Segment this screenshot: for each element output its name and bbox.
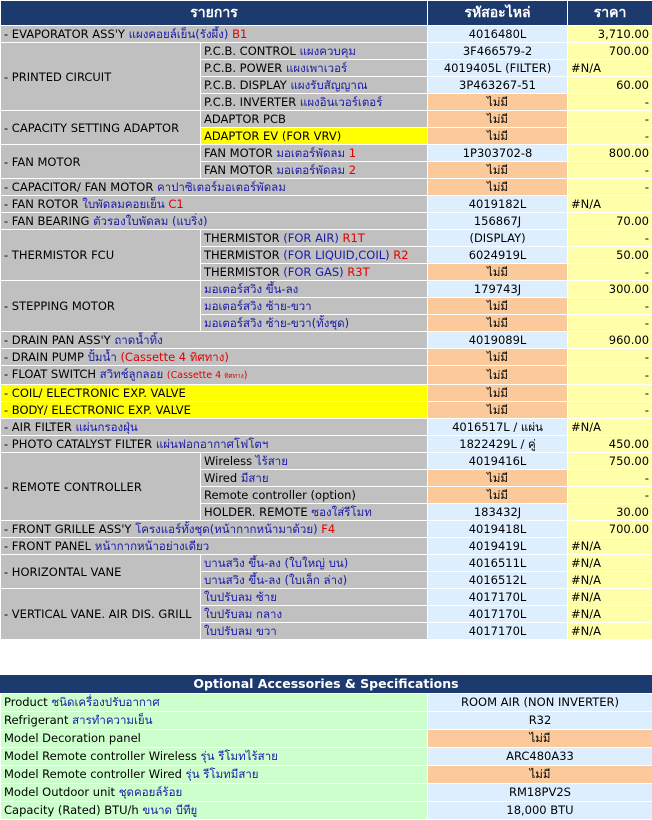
spec-decoration-label[interactable]: Model Decoration panel xyxy=(1,730,428,748)
row-fanmotor-label[interactable]: - FAN MOTOR xyxy=(1,145,201,179)
capacity-adaptor-ev-code[interactable]: ไม่มี xyxy=(428,128,568,145)
thermistor-air-label[interactable]: THERMISTOR (FOR AIR) R1T xyxy=(201,230,428,247)
spec-decoration-value[interactable]: ไม่มี xyxy=(428,730,652,748)
vvane-center-code[interactable]: 4017170L xyxy=(428,606,568,623)
stepping-leftright-set-code[interactable]: ไม่มี xyxy=(428,315,568,332)
stepping-leftright-code[interactable]: ไม่มี xyxy=(428,298,568,315)
spec-refrigerant-label[interactable]: Refrigerant สารทำความเย็น xyxy=(1,712,428,730)
header-price[interactable]: ราคา xyxy=(568,1,652,26)
spec-product-value[interactable]: ROOM AIR (NON INVERTER) xyxy=(428,694,652,712)
row-frontpanel-code[interactable]: 4019419L xyxy=(428,538,568,555)
row-fanrotor-label[interactable]: - FAN ROTOR ใบพัดลมคอยเย็น C1 xyxy=(1,196,428,213)
thermistor-gas-code[interactable]: ไม่มี xyxy=(428,264,568,281)
spec-remote-wired-value[interactable]: ไม่มี xyxy=(428,766,652,784)
row-drainpump-price[interactable]: - xyxy=(568,349,652,366)
pcb-display-code[interactable]: 3P463267-51 xyxy=(428,77,568,94)
row-airfilter-code[interactable]: 4016517L / แผ่น xyxy=(428,419,568,436)
fanmotor-2-label[interactable]: FAN MOTOR มอเตอร์พัดลม 2 xyxy=(201,162,428,179)
hvane-upper-code[interactable]: 4016511L xyxy=(428,555,568,572)
vvane-left-code[interactable]: 4017170L xyxy=(428,589,568,606)
table-row xyxy=(1,196,652,213)
pcb-inverter-code[interactable]: ไม่มี xyxy=(428,94,568,111)
spec-row xyxy=(1,712,652,730)
pcb-control-label[interactable]: P.C.B. CONTROL แผงควบคุม xyxy=(201,43,428,60)
table-row xyxy=(1,26,652,43)
hvane-lower-code[interactable]: 4016512L xyxy=(428,572,568,589)
row-photo-label[interactable]: - PHOTO CATALYST FILTER แผ่นฟอกอากาศโฟโตฯ xyxy=(1,436,428,453)
spec-row xyxy=(1,802,652,820)
table-row xyxy=(1,349,652,366)
stepping-updown-label[interactable]: มอเตอร์สวิง ขึ้น-ลง xyxy=(201,281,428,298)
table-row xyxy=(1,538,652,555)
capacity-adaptor-pcb-label[interactable]: ADAPTOR PCB xyxy=(201,111,428,128)
stepping-leftright-set-price[interactable]: - xyxy=(568,315,652,332)
stepping-leftright-set-label[interactable]: มอเตอร์สวิง ซ้าย-ขวา(ทั้งชุด) xyxy=(201,315,428,332)
row-pcb-label[interactable]: - PRINTED CIRCUIT xyxy=(1,43,201,111)
row-fanrotor-price[interactable]: #N/A xyxy=(568,196,652,213)
pcb-control-code[interactable]: 3F466579-2 xyxy=(428,43,568,60)
row-fanrotor-code[interactable]: 4019182L xyxy=(428,196,568,213)
pcb-power-code[interactable]: 4019405L (FILTER) xyxy=(428,60,568,77)
row-floatswitch-label[interactable]: - FLOAT SWITCH สวิทช์ลูกลอย (Cassette 4 ทิศทาง) xyxy=(1,366,428,385)
table-row xyxy=(1,521,652,538)
remote-wired-code[interactable]: ไม่มี xyxy=(428,470,568,487)
stepping-leftright-label[interactable]: มอเตอร์สวิง ซ้าย-ขวา xyxy=(201,298,428,315)
capacity-adaptor-ev-label[interactable]: ADAPTOR EV (FOR VRV) xyxy=(201,128,428,145)
row-vvane-label[interactable]: - VERTICAL VANE. AIR DIS. GRILL xyxy=(1,589,201,640)
remote-option-label[interactable]: Remote controller (option) xyxy=(201,487,428,504)
row-drainpan-code[interactable]: 4019089L xyxy=(428,332,568,349)
table-row xyxy=(1,366,652,385)
table-row xyxy=(1,436,652,453)
capacity-adaptor-pcb-price[interactable]: - xyxy=(568,111,652,128)
thermistor-liquid-code[interactable]: 6024919L xyxy=(428,247,568,264)
table-row xyxy=(1,213,652,230)
spec-outdoor-value[interactable]: RM18PV2S xyxy=(428,784,652,802)
remote-holder-code[interactable]: 183432J xyxy=(428,504,568,521)
spec-row xyxy=(1,784,652,802)
pcb-display-price[interactable]: 60.00 xyxy=(568,77,652,94)
row-frontgrille-label[interactable]: - FRONT GRILLE ASS'Y โครงแอร์ทั้งชุด(หน้ากากหน้ามาด้วย) F4 xyxy=(1,521,428,538)
capacity-adaptor-ev-price[interactable]: - xyxy=(568,128,652,145)
table-row xyxy=(1,111,652,128)
stepping-updown-price[interactable]: 300.00 xyxy=(568,281,652,298)
row-floatswitch-code[interactable]: ไม่มี xyxy=(428,366,568,385)
remote-wired-price[interactable]: - xyxy=(568,470,652,487)
header-item[interactable]: รายการ xyxy=(1,1,428,26)
pcb-control-price[interactable]: 700.00 xyxy=(568,43,652,60)
remote-wired-label[interactable]: Wired มีสาย xyxy=(201,470,428,487)
row-capacitor-code[interactable]: ไม่มี xyxy=(428,179,568,196)
hvane-upper-price[interactable]: #N/A xyxy=(568,555,652,572)
row-evaporator-label[interactable]: - EVAPORATOR ASS'Y แผงคอยล์เย็น(รังผึ้ง) B1 xyxy=(1,26,428,43)
table-row xyxy=(1,145,652,162)
thermistor-liquid-price[interactable]: 50.00 xyxy=(568,247,652,264)
row-capacitor-price[interactable]: - xyxy=(568,179,652,196)
pcb-power-price[interactable]: #N/A xyxy=(568,60,652,77)
remote-wireless-label[interactable]: Wireless ไร้สาย xyxy=(201,453,428,470)
pcb-power-label[interactable]: P.C.B. POWER แผงเพาเวอร์ xyxy=(201,60,428,77)
spec-row xyxy=(1,748,652,766)
row-thermistor-label[interactable]: - THERMISTOR FCU xyxy=(1,230,201,281)
fanmotor-1-code[interactable]: 1P303702-8 xyxy=(428,145,568,162)
spec-remote-wireless-label[interactable]: Model Remote controller Wireless รุ่น รีโมทไร้สาย xyxy=(1,748,428,766)
vvane-center-price[interactable]: #N/A xyxy=(568,606,652,623)
row-coil-price[interactable]: - xyxy=(568,385,652,402)
table-row xyxy=(1,385,652,402)
row-body-label[interactable]: - BODY/ ELECTRONIC EXP. VALVE xyxy=(1,402,428,419)
pcb-display-label[interactable]: P.C.B. DISPLAY แผงรับสัญญาณ xyxy=(201,77,428,94)
row-drainpump-label[interactable]: - DRAIN PUMP ปั้มน้ำ (Cassette 4 ทิศทาง) xyxy=(1,349,428,366)
remote-holder-label[interactable]: HOLDER. REMOTE ซองใส่รีโมท xyxy=(201,504,428,521)
row-airfilter-price[interactable]: #N/A xyxy=(568,419,652,436)
row-frontpanel-label[interactable]: - FRONT PANEL หน้ากากหน้าอย่างเดียว xyxy=(1,538,428,555)
table-row xyxy=(1,555,652,572)
fanmotor-2-code[interactable]: ไม่มี xyxy=(428,162,568,179)
remote-holder-price[interactable]: 30.00 xyxy=(568,504,652,521)
thermistor-liquid-label[interactable]: THERMISTOR (FOR LIQUID,COIL) R2 xyxy=(201,247,428,264)
table-row xyxy=(1,589,652,606)
table-row xyxy=(1,179,652,196)
vvane-right-label[interactable]: ใบปรับลม ขวา xyxy=(201,623,428,640)
fanmotor-1-label[interactable]: FAN MOTOR มอเตอร์พัดลม 1 xyxy=(201,145,428,162)
remote-wireless-code[interactable]: 4019416L xyxy=(428,453,568,470)
row-coil-code[interactable]: ไม่มี xyxy=(428,385,568,402)
spec-refrigerant-value[interactable]: R32 xyxy=(428,712,652,730)
remote-wireless-price[interactable]: 750.00 xyxy=(568,453,652,470)
spec-table xyxy=(0,693,652,820)
capacity-adaptor-pcb-code[interactable]: ไม่มี xyxy=(428,111,568,128)
spec-row xyxy=(1,694,652,712)
thermistor-gas-label[interactable]: THERMISTOR (FOR GAS) R3T xyxy=(201,264,428,281)
row-fanbearing-label[interactable]: - FAN BEARING ตัวรองใบพัดลม (แบริ่ง) xyxy=(1,213,428,230)
row-frontgrille-code[interactable]: 4019418L xyxy=(428,521,568,538)
row-stepping-label[interactable]: - STEPPING MOTOR xyxy=(1,281,201,332)
row-drainpan-label[interactable]: - DRAIN PAN ASS'Y ถาดน้ำทิ้ง xyxy=(1,332,428,349)
row-frontgrille-price[interactable]: 700.00 xyxy=(568,521,652,538)
vvane-left-label[interactable]: ใบปรับลม ซ้าย xyxy=(201,589,428,606)
remote-option-price[interactable]: - xyxy=(568,487,652,504)
row-evaporator-code[interactable]: 4016480L xyxy=(428,26,568,43)
spec-product-label[interactable]: Product ชนิดเครื่องปรับอากาศ xyxy=(1,694,428,712)
thermistor-gas-price[interactable]: - xyxy=(568,264,652,281)
row-hvane-label[interactable]: - HORIZONTAL VANE xyxy=(1,555,201,589)
thermistor-air-code[interactable]: (DISPLAY) xyxy=(428,230,568,247)
vvane-center-label[interactable]: ใบปรับลม กลาง xyxy=(201,606,428,623)
row-frontpanel-price[interactable]: #N/A xyxy=(568,538,652,555)
row-capacitor-label[interactable]: - CAPACITOR/ FAN MOTOR คาปาซิเตอร์มอเตอร์พัดลม xyxy=(1,179,428,196)
table-row xyxy=(1,281,652,298)
row-remote-label[interactable]: - REMOTE CONTROLLER xyxy=(1,453,201,521)
hvane-lower-label[interactable]: บานสวิง ขึ้น-ลง (ใบเล็ก ล่าง) xyxy=(201,572,428,589)
spec-remote-wired-label[interactable]: Model Remote controller Wired รุ่น รีโมทมีสาย xyxy=(1,766,428,784)
table-row xyxy=(1,402,652,419)
table-row xyxy=(1,230,652,247)
spec-remote-wireless-value[interactable]: ARC480A33 xyxy=(428,748,652,766)
row-drainpan-price[interactable]: 960.00 xyxy=(568,332,652,349)
fanmotor-1-price[interactable]: 800.00 xyxy=(568,145,652,162)
row-coil-label[interactable]: - COIL/ ELECTRONIC EXP. VALVE xyxy=(1,385,428,402)
fanmotor-2-price[interactable]: - xyxy=(568,162,652,179)
row-body-code[interactable]: ไม่มี xyxy=(428,402,568,419)
spec-row xyxy=(1,730,652,748)
header-code[interactable]: รหัสอะไหล่ xyxy=(428,1,568,26)
spec-capacity-label[interactable]: Capacity (Rated) BTU/h ขนาด บีทียู xyxy=(1,802,428,820)
vvane-right-price[interactable]: #N/A xyxy=(568,623,652,640)
table-row xyxy=(1,419,652,436)
row-fanbearing-price[interactable]: 70.00 xyxy=(568,213,652,230)
row-floatswitch-price[interactable]: - xyxy=(568,366,652,385)
stepping-leftright-price[interactable]: - xyxy=(568,298,652,315)
pcb-inverter-price[interactable]: - xyxy=(568,94,652,111)
spec-outdoor-label[interactable]: Model Outdoor unit ชุดคอยล์ร้อย xyxy=(1,784,428,802)
vvane-right-code[interactable]: 4017170L xyxy=(428,623,568,640)
vvane-left-price[interactable]: #N/A xyxy=(568,589,652,606)
table-row xyxy=(1,43,652,60)
row-airfilter-label[interactable]: - AIR FILTER แผ่นกรองฝุ่น xyxy=(1,419,428,436)
row-photo-price[interactable]: 450.00 xyxy=(568,436,652,453)
table-row xyxy=(1,453,652,470)
row-evaporator-price[interactable]: 3,710.00 xyxy=(568,26,652,43)
hvane-upper-label[interactable]: บานสวิง ขึ้น-ลง (ใบใหญ่ บน) xyxy=(201,555,428,572)
row-body-price[interactable]: - xyxy=(568,402,652,419)
header-row xyxy=(1,1,652,26)
spec-row xyxy=(1,766,652,784)
row-drainpump-code[interactable]: ไม่มี xyxy=(428,349,568,366)
optional-section-title: Optional Accessories & Specifications xyxy=(0,675,652,693)
thermistor-air-price[interactable]: - xyxy=(568,230,652,247)
pcb-inverter-label[interactable]: P.C.B. INVERTER แผงอินเวอร์เตอร์ xyxy=(201,94,428,111)
hvane-lower-price[interactable]: #N/A xyxy=(568,572,652,589)
spec-capacity-value[interactable]: 18,000 BTU xyxy=(428,802,652,820)
remote-option-code[interactable]: ไม่มี xyxy=(428,487,568,504)
row-capacity-label[interactable]: - CAPACITY SETTING ADAPTOR xyxy=(1,111,201,145)
table-row xyxy=(1,332,652,349)
row-fanbearing-code[interactable]: 156867J xyxy=(428,213,568,230)
row-photo-code[interactable]: 1822429L / คู่ xyxy=(428,436,568,453)
stepping-updown-code[interactable]: 179743J xyxy=(428,281,568,298)
